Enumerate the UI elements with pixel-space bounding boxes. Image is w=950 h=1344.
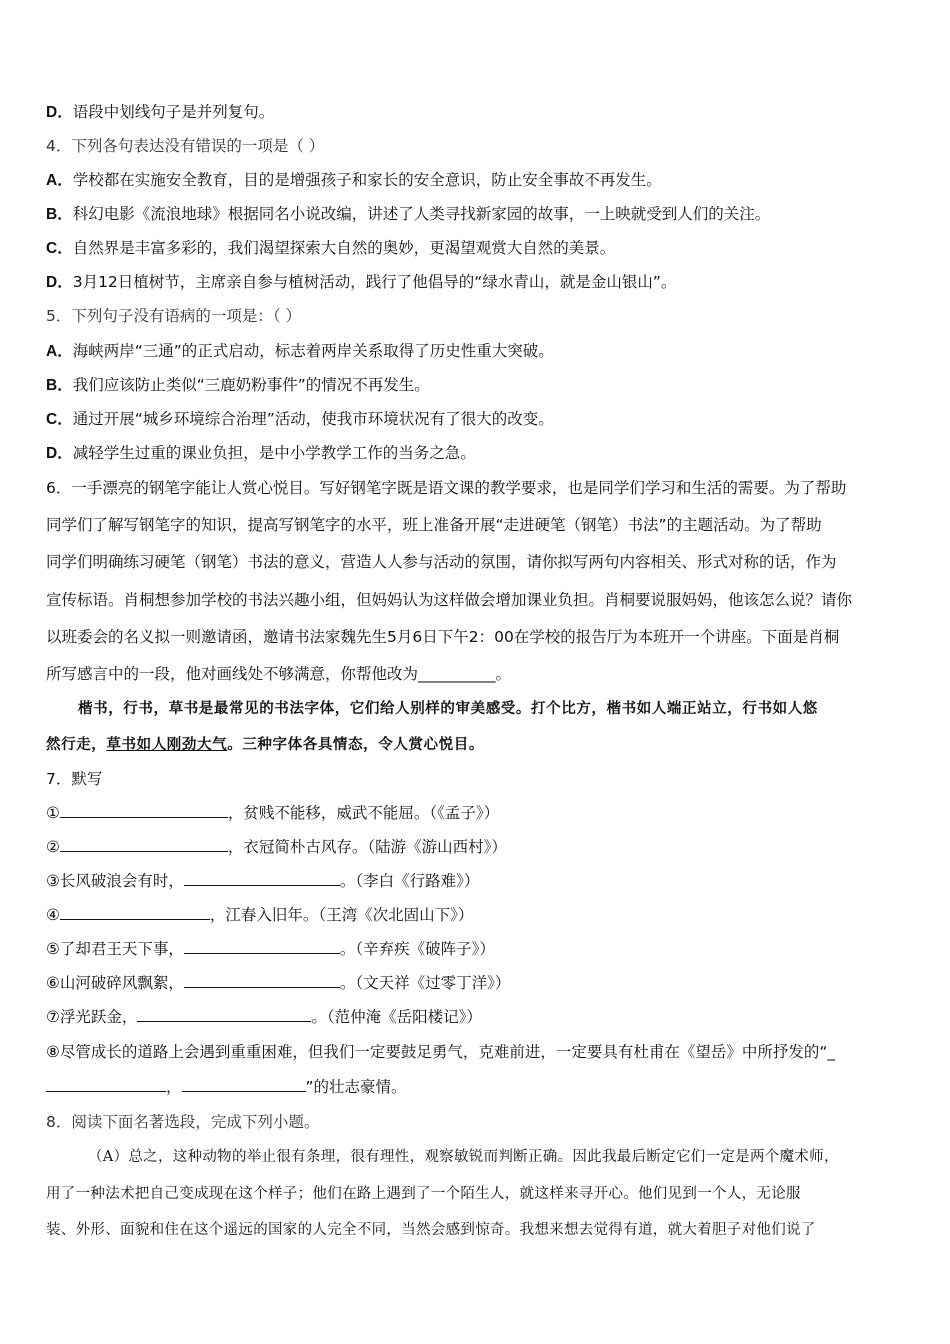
item-suffix: 。（文天祥《过零丁洋》） <box>339 974 511 992</box>
option-label: B． <box>46 377 73 394</box>
option-text: 学校都在实施安全教育，目的是增强孩子和家长的安全意识，防止安全事故不再发生。 <box>72 171 662 189</box>
option-label: D． <box>46 104 73 121</box>
option-text: 减轻学生过重的课业负担，是中小学教学工作的当务之急。 <box>72 444 476 462</box>
item-prefix: ⑤了却君王天下事， <box>46 940 184 958</box>
q7-item <box>46 904 910 926</box>
passage-text: 。三种字体各具情态，令人赏心悦目。 <box>227 736 484 753</box>
item-suffix: 。（辛弃疾《破阵子》） <box>339 940 495 958</box>
item-suffix: ”的壮志豪情。 <box>305 1078 407 1096</box>
option-text: 海峡两岸“三通”的正式启动，标志着两岸关系取得了历史性重大突破。 <box>72 342 554 360</box>
q5-option-a <box>46 340 910 363</box>
option-label: D． <box>46 445 73 462</box>
option-label: C． <box>46 240 73 257</box>
q6-text-line: 同学们了解写钢笔字的知识，提高写钢笔字的水平，班上准备开展“走进硬笔（钢笔）书法”的主题活动。为了帮助 <box>46 516 822 534</box>
option-label: D． <box>46 274 73 291</box>
q7-item <box>46 870 910 892</box>
q8-stem: 8．阅读下面名著选段，完成下列小题。 <box>46 1113 320 1131</box>
item-suffix: ，贫贱不能移，威武不能屈。（《孟子》） <box>227 804 500 822</box>
answer-blank[interactable] <box>60 803 228 818</box>
q7-item-8: ⑧尽管成长的道路上会遇到重重困难，但我们一定要鼓足勇气，克难前进，一定要具有杜甫在《望岳》中所抒发的“_ <box>46 1043 836 1061</box>
q3-option-d <box>46 101 910 124</box>
option-label: A． <box>46 343 73 360</box>
item-suffix: ，江春入旧年。（王湾《次北固山下》） <box>209 906 474 924</box>
q5-option-d <box>46 442 910 465</box>
item-prefix: ① <box>46 804 60 822</box>
item-prefix: ⑥山河破碎风飘絮， <box>46 974 184 992</box>
item-prefix: ② <box>46 838 60 856</box>
answer-blank[interactable] <box>46 1077 166 1092</box>
q6-text-line: 以班委会的名义拟一则邀请函，邀请书法家魏先生5月6日下午2：00在学校的报告厅为本班开一个讲座。下面是肖桐 <box>46 628 840 646</box>
q4-option-d <box>46 271 910 294</box>
underlined-sentence: 草书如人刚劲大气 <box>106 736 228 753</box>
q6-text-line: 同学们明确练习硬笔（钢笔）书法的意义，营造人人参与活动的氛围，请你拟写两句内容相关、形式对称的话，作为 <box>46 553 837 571</box>
item-suffix: 。（李白《行路难》） <box>339 872 480 890</box>
answer-blank[interactable] <box>182 1077 306 1092</box>
answer-blank[interactable] <box>184 939 340 954</box>
q8-excerpt-line: 装、外形、面貌和住在这个遥远的国家的人完全不同，当然会感到惊奇。我想来想去觉得有道，就大着胆子对他们说了 <box>46 1222 816 1238</box>
q6-text-line: 6．一手漂亮的钢笔字能让人赏心悦目。写好钢笔字既是语文课的教学要求，也是同学们学习和生活的需要。为了帮助 <box>46 479 847 497</box>
q7-item <box>46 802 910 824</box>
answer-blank[interactable] <box>60 837 228 852</box>
answer-blank[interactable] <box>184 871 340 886</box>
option-text: 3月12日植树节，主席亲自参与植树活动，践行了他倡导的“绿水青山，就是金山银山”。 <box>72 273 677 291</box>
option-text: 自然界是丰富多彩的，我们渴望探索大自然的奥妙，更渴望观赏大自然的美景。 <box>72 239 616 257</box>
q4-option-c <box>46 237 910 260</box>
q7-item <box>46 972 910 994</box>
item-prefix: ③长风破浪会有时， <box>46 872 184 890</box>
q4-option-a <box>46 169 910 192</box>
option-label: B． <box>46 206 73 223</box>
q6-passage-line: 楷书，行书，草书是最常见的书法字体，它们给人别样的审美感受。打个比方，楷书如人端正站立，行书如人悠 <box>78 700 818 717</box>
item-suffix: ，衣冠简朴古风存。（陆游《游山西村》） <box>227 838 507 856</box>
answer-blank[interactable] <box>60 905 210 920</box>
q5-option-b <box>46 374 910 397</box>
item-suffix: 。（范仲淹《岳阳楼记》） <box>311 1008 482 1026</box>
q4-stem: 4．下列各句表达没有错误的一项是（ ） <box>46 137 325 155</box>
option-text: 我们应该防止类似“三鹿奶粉事件”的情况不再发生。 <box>72 376 430 394</box>
q7-item-8-continued <box>46 1076 910 1098</box>
q7-item <box>46 938 910 960</box>
option-text: 语段中划线句子是并列复句。 <box>72 103 275 121</box>
q8-excerpt-line: （A）总之，这种动物的举止很有条理，很有理性，观察敏锐而判断正确。因此我最后断定它们一定是两个魔术师， <box>88 1149 839 1165</box>
passage-text: 然行走， <box>46 736 107 753</box>
q5-option-c <box>46 408 910 431</box>
option-label: C． <box>46 411 73 428</box>
q4-option-b <box>46 203 910 226</box>
option-text: 科幻电影《流浪地球》根据同名小说改编，讲述了人类寻找新家园的故事，一上映就受到人们的关注。 <box>72 205 771 223</box>
q7-item <box>46 836 910 858</box>
option-label: A． <box>46 172 73 189</box>
q6-text-line: 所写感言中的一段，他对画线处不够满意，你帮他改为__________。 <box>46 665 512 683</box>
item-prefix: ④ <box>46 906 60 924</box>
q5-stem: 5．下列句子没有语病的一项是：（ ） <box>46 307 302 325</box>
q7-title: 7．默写 <box>46 770 103 788</box>
q6-text-line: 宣传标语。肖桐想参加学校的书法兴趣小组，但妈妈认为这样做会增加课业负担。肖桐要说服妈妈，他该怎么说？请你 <box>46 591 853 609</box>
answer-blank[interactable] <box>137 1007 311 1022</box>
q7-item <box>46 1006 910 1028</box>
item-prefix: ⑦浮光跃金， <box>46 1008 138 1026</box>
q6-passage-line <box>46 734 910 756</box>
option-text: 通过开展“城乡环境综合治理”活动，使我市环境状况有了很大的改变。 <box>72 410 554 428</box>
answer-blank[interactable] <box>184 973 340 988</box>
item-separator: ， <box>166 1078 182 1096</box>
q8-excerpt-line: 用了一种法术把自己变成现在这个样子；他们在路上遇到了一个陌生人，就这样来寻开心。他们见到一个人，无论服 <box>46 1186 801 1202</box>
